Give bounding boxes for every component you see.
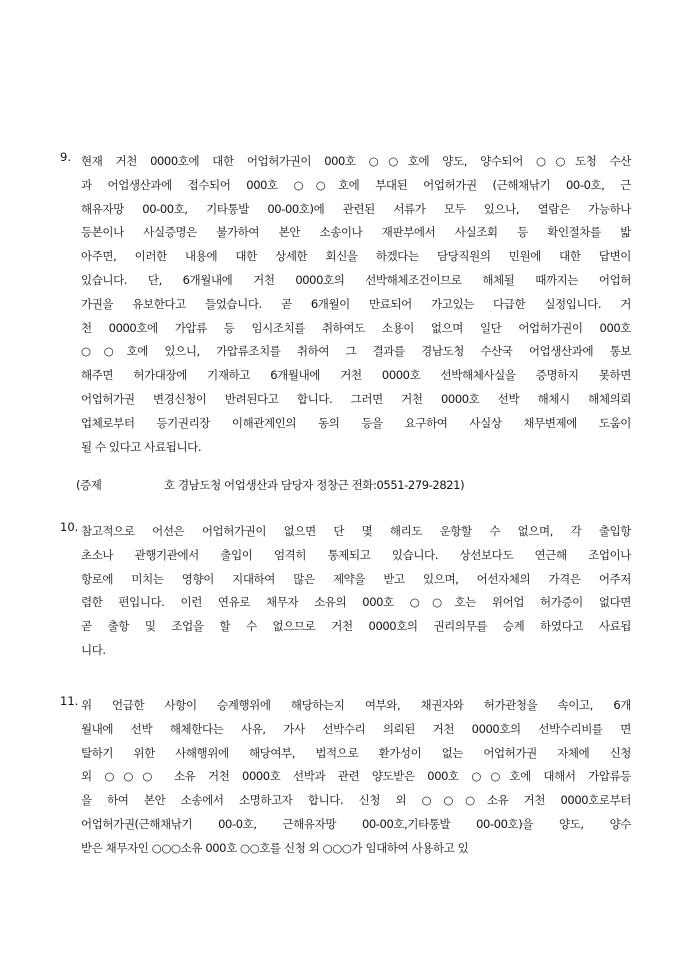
text-line: 받은 채무자인 ○○○소유 000호 ○○호를 신청 외 ○○○가 임대하여 사용하고 있 (81, 840, 469, 855)
text-line: 천 0000호에 가압류 등 임시조치를 취하여도 소용이 없으며 일단 어업허가권이 000호 (81, 320, 631, 335)
paragraph-number: 9. (60, 150, 71, 164)
text-line: 해주면 허가대장에 기재하고 6개월내에 거천 0000호 선박해체사실을 증명하지 못하면 (81, 368, 631, 383)
evidence-prefix: (증제 (76, 478, 102, 492)
text-line: 가권을 유보한다고 들었습니다. 곧 6개월이 만료되어 가고있는 다급한 실정입니다. 거 (81, 296, 631, 311)
text-line: ○○호에 있으니, 가압류조치를 취하여 그 결과를 경남도청 수산국 어업생산과에 통보 (81, 344, 631, 359)
text-line: 렴한 편입니다. 이런 연유로 채무자 소유의 000호 ○○호는 위어업 허가증이 없다면 (81, 595, 631, 610)
text-line: 어업허가권 변경신청이 반려된다고 합니다. 그러면 거천 0000호 선박 해체시 해체의뢰 (81, 391, 631, 406)
text-line: 있습니다. 단, 6개월내에 거천 0000호의 선박해체조건이므로 해체될 때까지는 어업허 (81, 272, 631, 287)
paragraph-body (81, 520, 631, 663)
text-line: 위 언급한 사항이 승계행위에 해당하는지 여부와, 채권자와 허가관청을 속이고, 6개 (81, 698, 631, 712)
text-line: 항로에 미치는 영향이 지대하여 많은 제약을 받고 있으며, 어선자체의 가격은 어주저 (81, 571, 631, 586)
paragraph-number: 11. (60, 694, 79, 708)
text-line: 어업허가권(근해채낚기 00-0호, 근해유자망 00-00호,기타통발 00-00호)을 양도, 양수 (81, 816, 631, 831)
text-line: 초소나 관행기관에서 출입이 엄격히 통제되고 있습니다. 상선보다도 연근해 조업이나 (81, 547, 631, 562)
text-line: 과 어업생산과에 접수되어 000호 ○○호에 부대된 어업허가권 (근해채낚기 00-0호, 근 (81, 177, 631, 192)
text-line: 니다. (81, 642, 106, 657)
text-line: 을 하여 본안 소송에서 소명하고자 합니다. 신청 외 ○○○소유 거천 0000호로부터 (81, 793, 631, 808)
text-line: 월내에 선박 해체한다는 사유, 가사 선박수리 의뢰된 거천 0000호의 선박수리비를 면 (81, 721, 631, 736)
evidence-body: 호 경남도청 어업생산과 담당자 정창근 전화:0551-279-2821) (164, 478, 465, 492)
text-line: 업체로부터 등기권리장 이해관계인의 동의 등을 요구하여 사실상 채무변제에 도움이 (81, 415, 631, 430)
paragraph-body (81, 150, 631, 459)
paragraph-body (81, 694, 631, 861)
evidence-note (76, 474, 464, 498)
text-line: 아주면, 이러한 내용에 대한 상세한 회신을 하겠다는 담당직원의 민원에 대한 답변이 (81, 249, 631, 264)
text-line: 해유자망 00-00호, 기타통발 00-00호)에 관련된 서류가 모두 있으나, 열람은 가능하나 (81, 201, 631, 216)
paragraph-number: 10. (60, 520, 79, 534)
text-line: 등본이나 사실증명은 불가하여 본안 소송이나 재판부에서 사실조회 등 확인절차를 밟 (81, 225, 631, 240)
text-line: 현재 거천 0000호에 대한 어업허가권이 000호 ○○호에 양도, 양수되어 ○○도청 수산 (81, 154, 631, 168)
text-line: 외 ○○○ 소유 거천 0000호 선박과 관련 양도받은 000호 ○○호에 대해서 가압류등 (81, 769, 631, 784)
text-line: 참고적으로 어선은 어업허가권이 없으면 단 몇 해리도 운항할 수 없으며, 각 출입항 (81, 524, 631, 538)
text-line: 곧 출항 및 조업을 할 수 없으므로 거천 0000호의 권리의무를 승계 하였다고 사료됩 (81, 619, 631, 634)
text-line: 탈하기 위한 사해행위에 해당여부, 법적으로 환가성이 없는 어업허가권 자체에 신청 (81, 745, 631, 760)
text-line: 될 수 있다고 사료됩니다. (81, 439, 202, 454)
